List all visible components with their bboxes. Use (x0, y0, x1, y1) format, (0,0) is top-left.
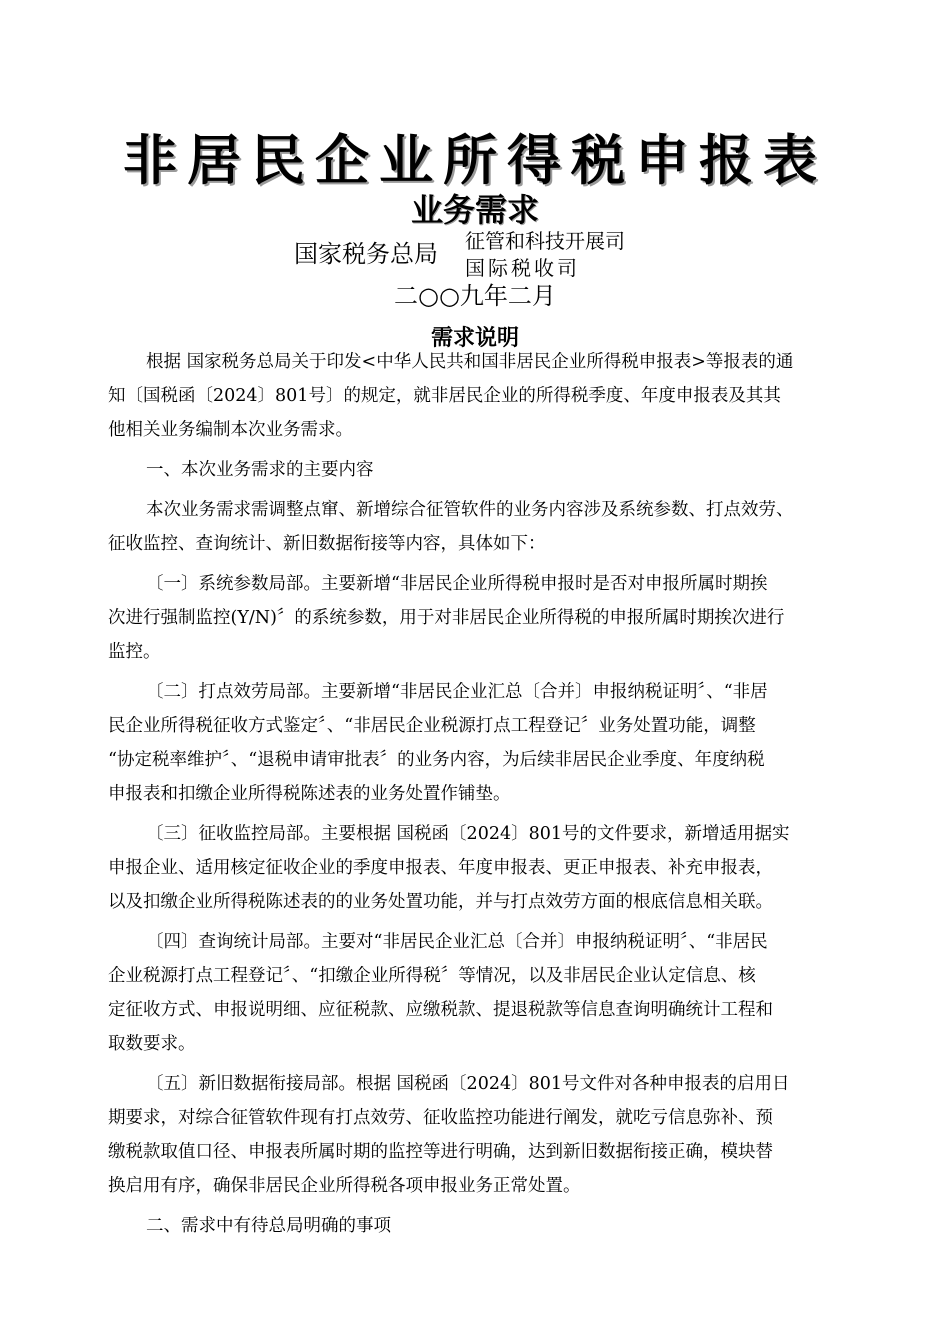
section-title: 需求说明 (430, 326, 519, 351)
paragraph-line: 〔三〕征收监控局部。主要根据 国税函〔2024〕801号的文件要求，新增适用据实 (146, 824, 790, 844)
paragraph-line: 企业税源打点工程登记〞、“扣缴企业所得税〞等情况，以及非居民企业认定信息、核 (108, 966, 756, 986)
paragraph-line: 取数要求。 (108, 1034, 196, 1054)
issue-date: 二○○九年二月 (394, 282, 556, 310)
paragraph-line: 〔一〕系统参数局部。主要新增“非居民企业所得税申报时是否对申报所属时期挨 (146, 574, 768, 594)
paragraph-line: 期要求，对综合征管软件现有打点效劳、征收监控功能进行阐发，就吃亏信息弥补、预 (108, 1108, 773, 1128)
paragraph-line: 次进行强制监控(Y/N)〞的系统参数，用于对非居民企业所得税的申报所属时期挨次进行 (108, 608, 785, 628)
paragraph-line: 以及扣缴企业所得税陈述表的的业务处置功能，并与打点效劳方面的根底信息相关联。 (108, 892, 773, 912)
paragraph-line: 〔五〕新旧数据衔接局部。根据 国税函〔2024〕801号文件对各种申报表的启用日 (146, 1074, 790, 1094)
heading-line: 二、需求中有待总局明确的事项 (146, 1216, 391, 1236)
document-body (108, 345, 843, 1243)
paragraph-line: 征收监控、查询统计、新旧数据衔接等内容，具体如下： (108, 534, 546, 554)
document-title: 非居民企业所得税申报表 (123, 129, 827, 192)
document-subtitle: 业务需求 (410, 191, 539, 229)
paragraph-line: 换启用有序，确保非居民企业所得税各项申报业务正常处置。 (108, 1176, 581, 1196)
paragraph-line: 缴税款取值口径、申报表所属时期的监控等进行明确，达到新旧数据衔接正确，模块替 (108, 1142, 773, 1162)
paragraph-line: 申报表和扣缴企业所得税陈述表的业务处置作铺垫。 (108, 784, 511, 804)
department-2: 国际税收司 (465, 256, 580, 280)
paragraph-line: 民企业所得税征收方式鉴定〞、“非居民企业税源打点工程登记〞业务处置功能，调整 (108, 716, 756, 736)
paragraph-line: 〔四〕查询统计局部。主要对“非居民企业汇总〔合并〕申报纳税证明〞、“非居民 (146, 932, 768, 952)
paragraph-line: 根据 国家税务总局关于印发<中华人民共和国非居民企业所得税申报表>等报表的通 (146, 352, 794, 372)
paragraph-line: 申报企业、适用核定征收企业的季度申报表、年度申报表、更正申报表、补充申报表， (108, 858, 773, 878)
heading-line: 一、本次业务需求的主要内容 (146, 460, 374, 480)
paragraph-line: “协定税率维护〞、“退税申请审批表〞的业务内容，为后续非居民企业季度、年度纳税 (108, 750, 765, 770)
paragraph-line: 监控。 (108, 642, 161, 662)
paragraph-line: 知〔国税函〔2024〕801号〕的规定，就非居民企业的所得税季度、年度申报表及其其 (108, 386, 781, 406)
paragraph-line: 本次业务需求需调整点窜、新增综合征管软件的业务内容涉及系统参数、打点效劳、 (146, 500, 794, 520)
paragraph-line: 定征收方式、申报说明细、应征税款、应缴税款、提退税款等信息查询明确统计工程和 (108, 1000, 773, 1020)
issuer-name: 国家税务总局 (294, 240, 438, 268)
paragraph-line: 〔二〕打点效劳局部。主要新增“非居民企业汇总〔合并〕申报纳税证明〞、“非居 (146, 682, 768, 702)
department-1: 征管和科技开展司 (465, 229, 625, 253)
paragraph-line: 他相关业务编制本次业务需求。 (108, 420, 353, 440)
